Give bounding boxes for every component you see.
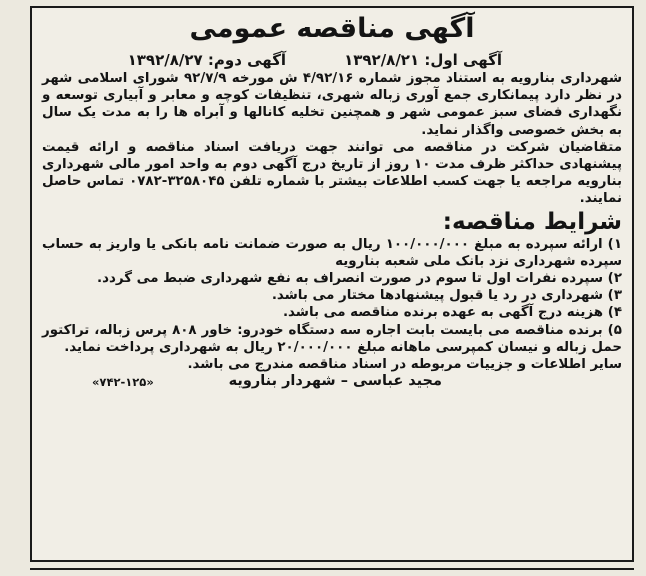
second-publish-date: آگهی دوم: ۱۳۹۲/۸/۲۷ bbox=[127, 51, 287, 69]
condition-item: ۲) سپرده نفرات اول تا سوم در صورت انصراف به نفع شهرداری ضبط می گردد. bbox=[97, 271, 622, 287]
condition-item: ۱) ارائه سپرده به مبلغ ۱۰۰/۰۰۰/۰۰۰ ریال به صورت ضمانت نامه بانکی یا واریز به حساب سپرده شهرداری نزد بانک ملی شعبه بنارویه bbox=[42, 236, 622, 269]
notice-title: آگهی مناقصه عمومی bbox=[189, 13, 475, 44]
notice-frame bbox=[30, 6, 634, 562]
signature: مجید عباسی – شهردار بنارویه bbox=[228, 373, 442, 390]
reference-code: «۷۴۲-۱۲۵» bbox=[92, 375, 154, 390]
signature-block bbox=[42, 373, 622, 393]
conditions-list bbox=[42, 236, 622, 356]
condition-item: ۵) برنده مناقصه می بایست بابت اجاره سه دستگاه خودرو: خاور ۸۰۸ پرس زباله، تراکتور حمل زباله و نیسان کمپرسی ماهانه مبلغ ۲۰/۰۰۰/۰۰۰ ریال به شهرداری پرداخت نماید. bbox=[42, 322, 622, 355]
publish-dates bbox=[42, 50, 502, 70]
notice-body bbox=[32, 8, 632, 393]
footer-note: سایر اطلاعات و جزییات مربوطه در اسناد مناقصه مندرج می باشد. bbox=[187, 357, 622, 373]
condition-item: ۴) هزینه درج آگهی به عهده برنده مناقصه می باشد. bbox=[282, 305, 622, 321]
applicants-paragraph: متقاضیان شرکت در مناقصه می توانند جهت دریافت اسناد مناقصه و ارائه قیمت پیشنهادی حداکثر ظرف مدت ۱۰ روز از تاریخ درج آگهی دوم به واحد امور مالی شهرداری بنارویه مراجعه یا جهت کسب اطلاعات بیشتر با شماره تلفن ۳۲۵۸۰۴۵-۰۷۸۲ تماس حاصل نمایند. bbox=[42, 139, 622, 207]
conditions-heading: شرایط مناقصه: bbox=[442, 208, 622, 235]
condition-item: ۳) شهرداری در رد یا قبول پیشنهادها مختار می باشد. bbox=[271, 288, 622, 304]
bottom-rule bbox=[30, 568, 634, 570]
first-publish-date: آگهی اول: ۱۳۹۲/۸/۲۱ bbox=[344, 51, 502, 69]
intro-paragraph: شهرداری بنارویه به استناد مجوز شماره ۴/۹۲/۱۶ ش مورخه ۹۲/۷/۹ شورای اسلامی شهر در نظر دارد پیمانکاری جمع آوری زباله شهری، تنظیفات کوچه و معابر و آبیاری توسعه و نگهداری فضای سبز عمومی شهر و همچنین تخلیه کانالها و آبراه ها را به مدت یک سال به بخش خصوصی واگذار نماید. bbox=[42, 71, 622, 138]
